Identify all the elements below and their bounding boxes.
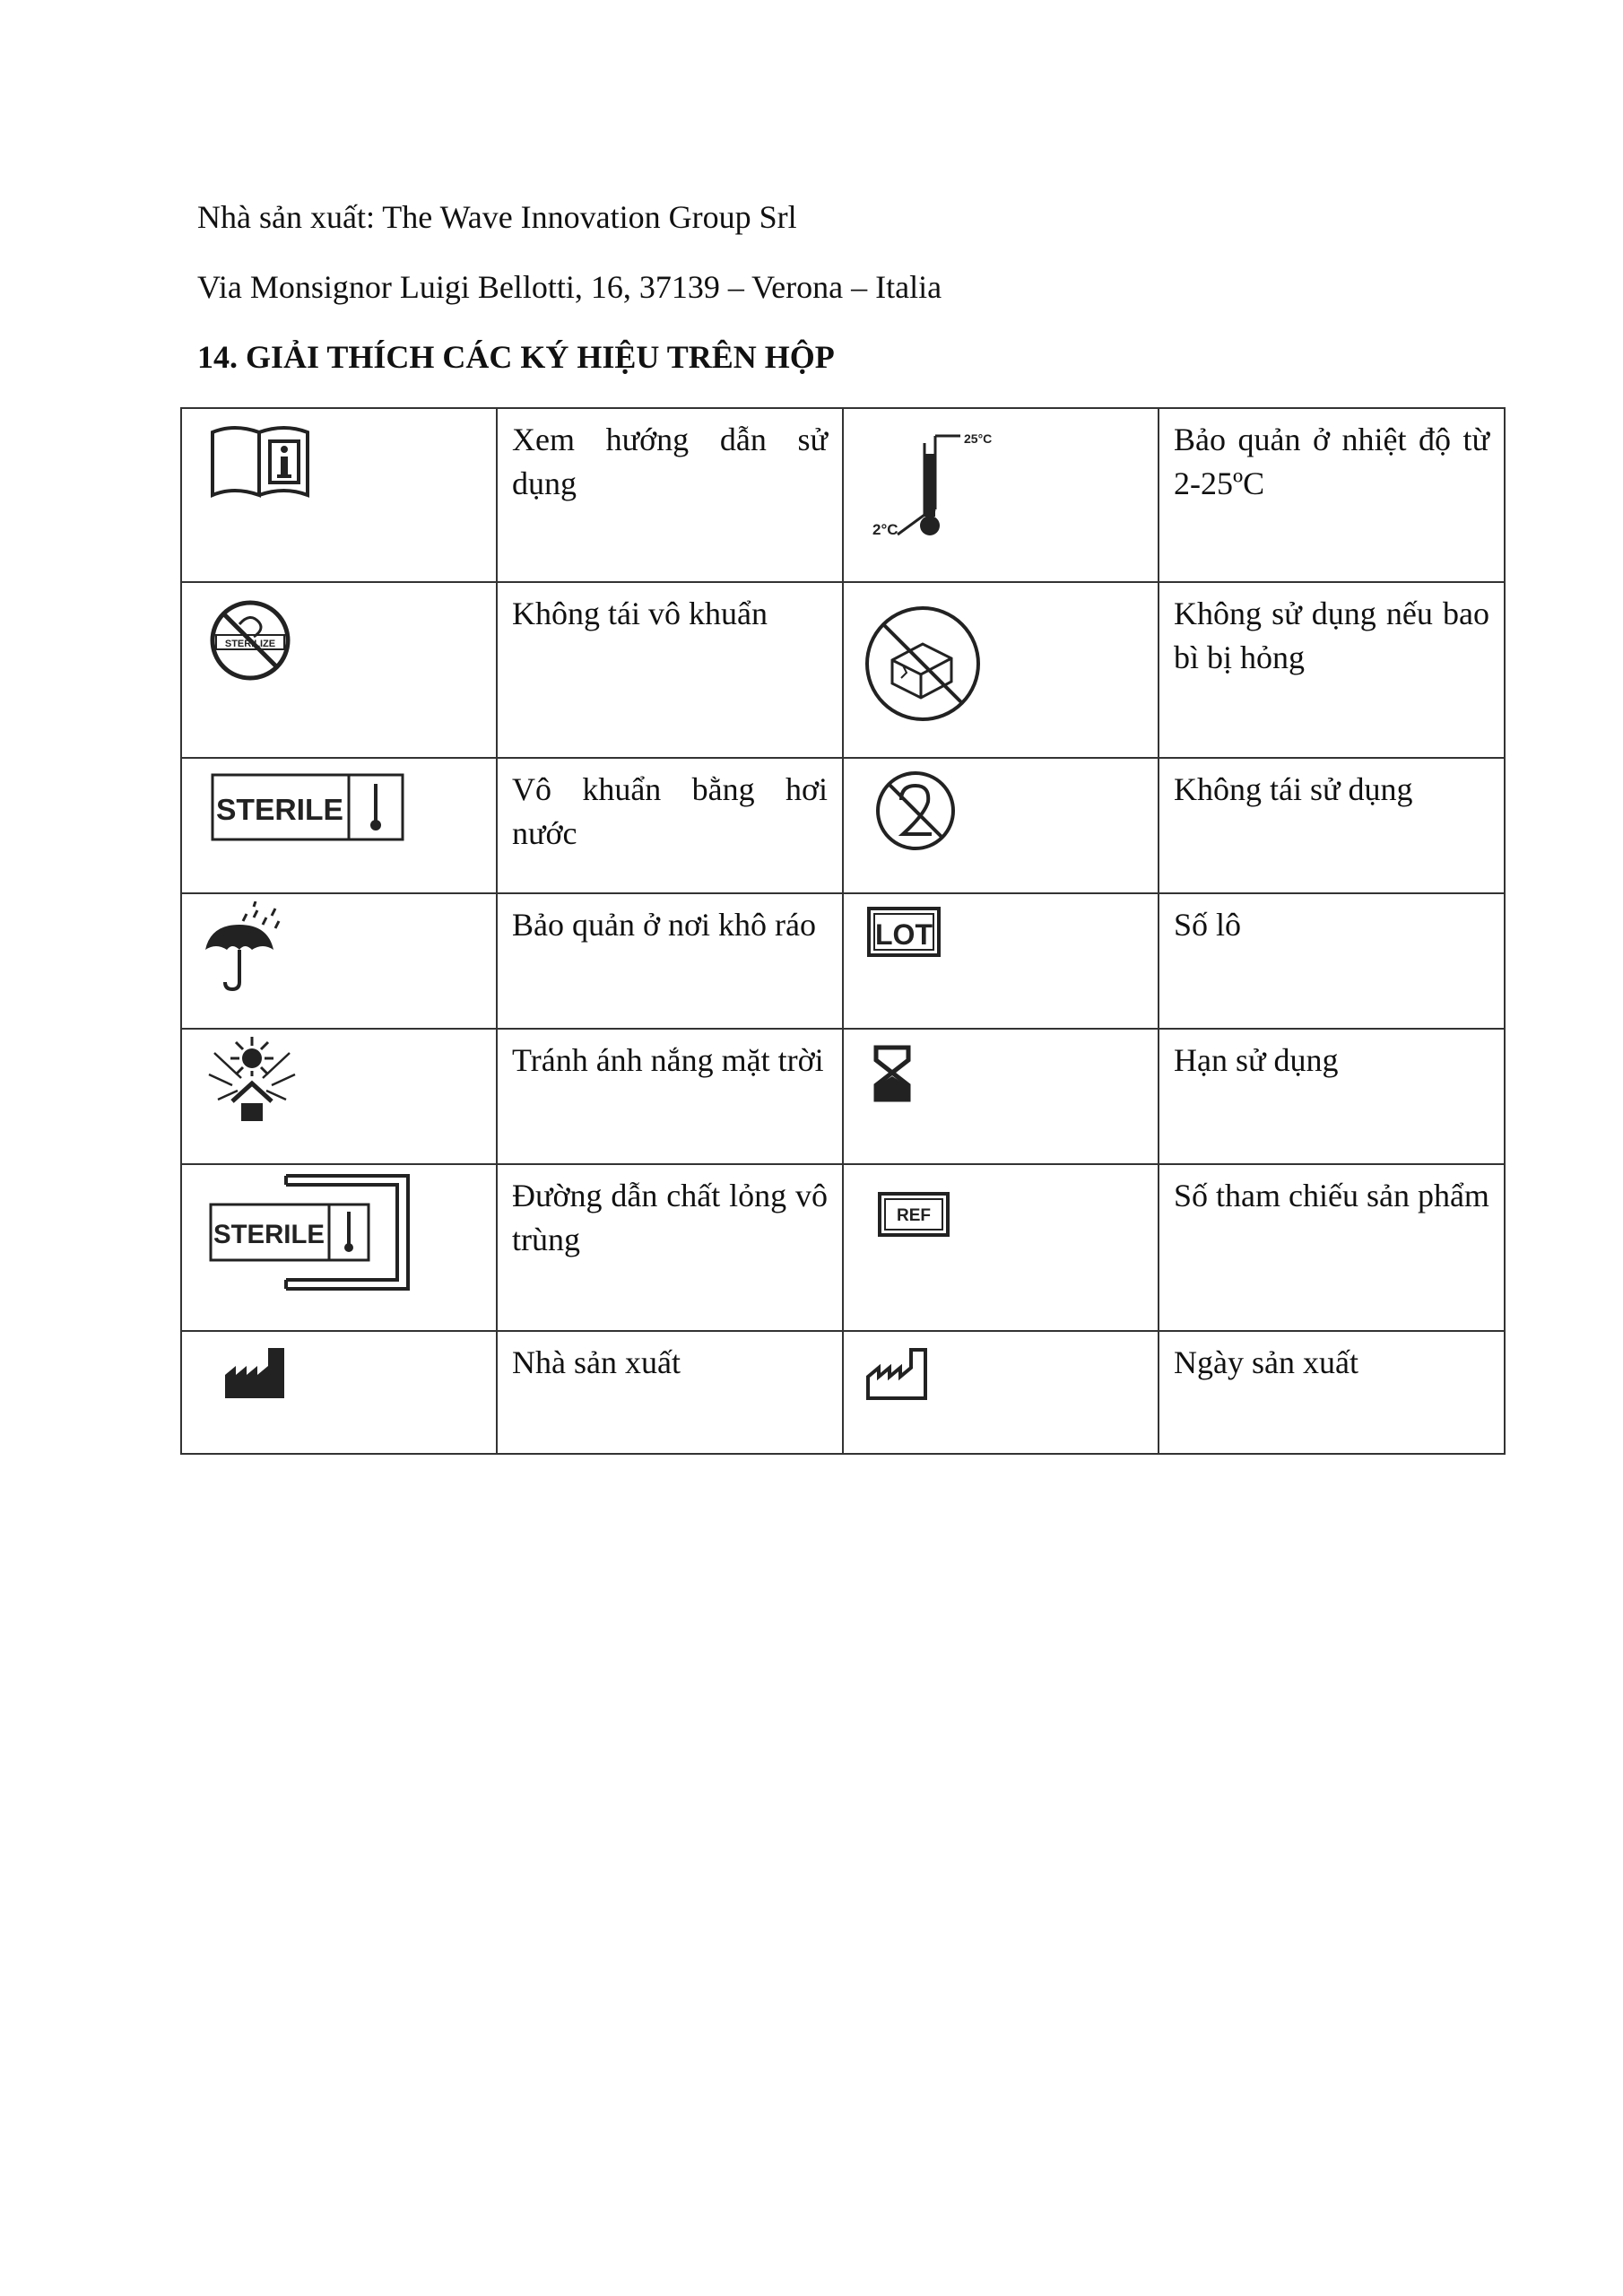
symbol-cell (181, 1331, 497, 1454)
symbol-cell (181, 893, 497, 1029)
table-row (181, 1331, 1505, 1454)
reference-number-icon (878, 1192, 950, 1237)
sterile-fluid-path-icon (209, 1172, 412, 1292)
symbol-description: Không tái vô khuẩn (497, 582, 843, 758)
symbol-description: Vô khuẩn bằng hơi nước (497, 758, 843, 893)
symbol-description: Số lô (1159, 893, 1505, 1029)
symbol-cell (843, 1164, 1159, 1331)
instructions-book-icon (207, 420, 315, 502)
table-row (181, 1029, 1505, 1164)
sterile-steam-icon (211, 773, 404, 841)
sterile-text: STERILE (213, 1220, 325, 1249)
symbol-description: Hạn sử dụng (1159, 1029, 1505, 1164)
keep-dry-umbrella-icon (202, 901, 288, 995)
symbol-description: Nhà sản xuất (497, 1331, 843, 1454)
table-row (181, 758, 1505, 893)
symbol-cell (843, 408, 1159, 582)
table-row (181, 1164, 1505, 1331)
symbol-cell (843, 1029, 1159, 1164)
table-row (181, 582, 1505, 758)
symbol-description: Bảo quản ở nơi khô ráo (497, 893, 843, 1029)
symbol-cell (843, 582, 1159, 758)
section-title: 14. GIẢI THÍCH CÁC KÝ HIỆU TRÊN HỘP (197, 339, 835, 375)
symbol-cell (843, 758, 1159, 893)
symbol-description: Không tái sử dụng (1159, 758, 1505, 893)
ref-text: REF (897, 1206, 931, 1225)
manufacturer-line: Nhà sản xuất: The Wave Innovation Group Srl (197, 199, 797, 235)
symbol-cell (843, 893, 1159, 1029)
address-line: Via Monsignor Luigi Bellotti, 16, 37139 – Verona – Italia (197, 269, 942, 305)
temperature-min-text: 2°C (872, 521, 898, 538)
table-row (181, 408, 1505, 582)
symbol-description: Số tham chiếu sản phẩm (1159, 1164, 1505, 1331)
damaged-package-icon (862, 603, 984, 725)
expiry-hourglass-icon (872, 1044, 912, 1103)
lot-number-icon (867, 907, 941, 957)
symbol-cell (181, 758, 497, 893)
symbol-description: Không sử dụng nếu bao bì bị hỏng (1159, 582, 1505, 758)
symbol-description: Xem hướng dẫn sử dụng (497, 408, 843, 582)
sterile-text: STERILE (216, 793, 343, 826)
symbol-description: Ngày sản xuất (1159, 1331, 1505, 1454)
symbol-cell (843, 1331, 1159, 1454)
symbol-description: Đường dẫn chất lỏng vô trùng (497, 1164, 843, 1331)
keep-away-sunlight-icon (205, 1035, 299, 1128)
lot-text: LOT (875, 918, 933, 951)
symbol-cell (181, 408, 497, 582)
symbol-cell (181, 1029, 497, 1164)
symbol-description: Tránh ánh nắng mặt trời (497, 1029, 843, 1164)
table-row (181, 893, 1505, 1029)
symbol-cell (181, 1164, 497, 1331)
sterilize-text: STERILIZE (224, 639, 276, 649)
symbol-description: Bảo quản ở nhiệt độ từ 2-25ºC (1159, 408, 1505, 582)
symbols-table (180, 407, 1506, 1455)
manufacturer-factory-icon (223, 1344, 286, 1400)
do-not-resterilize-icon (207, 597, 293, 683)
single-use-icon (872, 768, 959, 854)
temperature-limit-icon (871, 427, 1023, 552)
symbol-cell (181, 582, 497, 758)
temperature-max-text: 25°C (964, 431, 993, 446)
manufacture-date-icon (865, 1346, 928, 1402)
